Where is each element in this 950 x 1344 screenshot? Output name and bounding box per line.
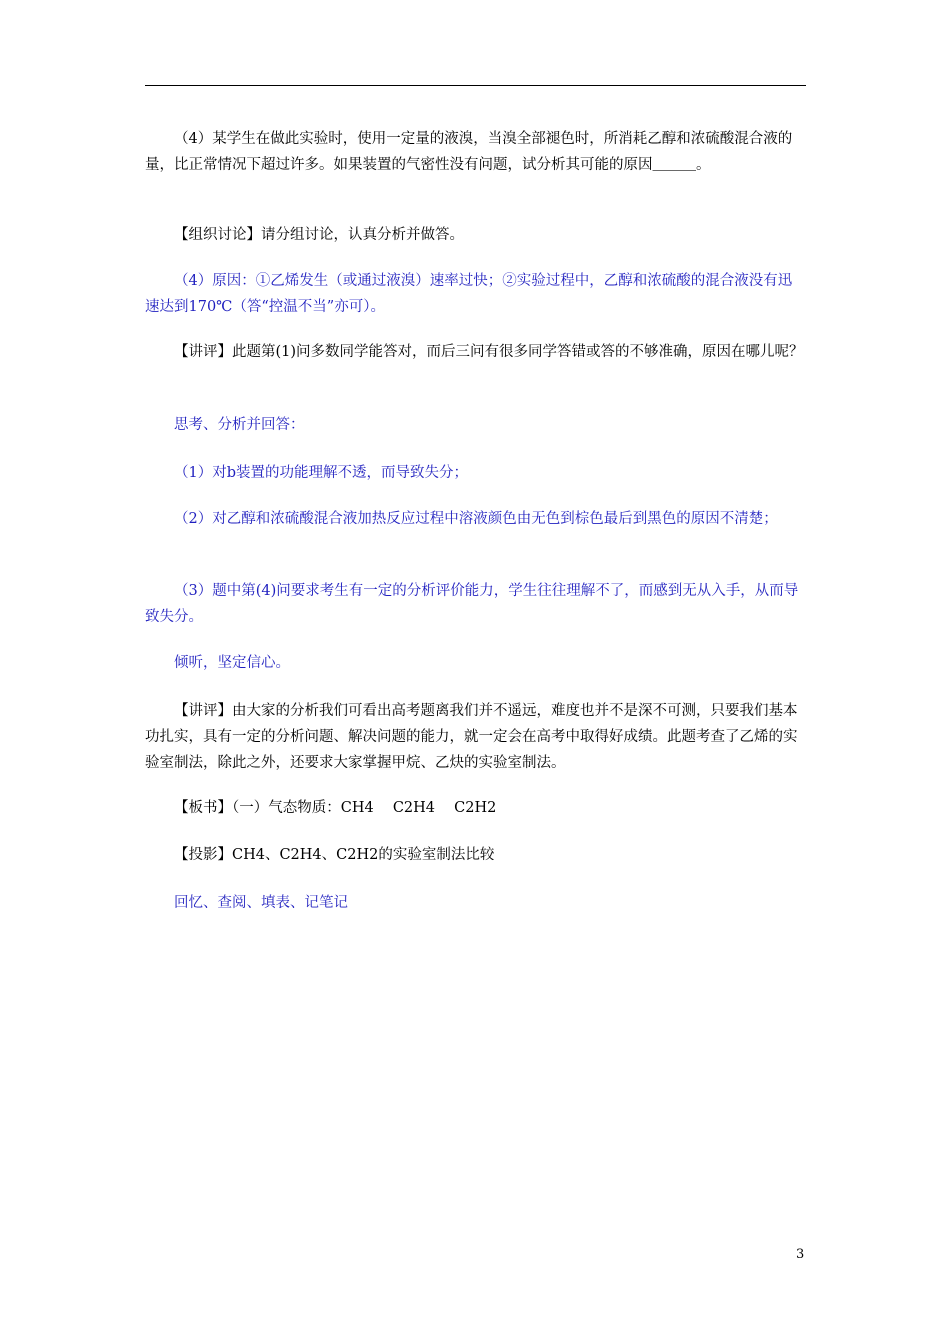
recall-paragraph: 回忆、查阅、填表、记笔记 [174, 895, 348, 911]
think-paragraph: 思考、分析并回答： [174, 417, 305, 433]
board-paragraph: 【板书】（一）气态物质：CH4 C2H4 C2H2 [174, 800, 497, 816]
reason-3-paragraph: （3）题中第(4)问要求考生有一定的分析评价能力，学生往往理解不了，而感到无从入手，从而导致失分。 [145, 583, 799, 625]
projection-paragraph: 【投影】CH4、C2H4、C2H2的实验室制法比较 [174, 847, 495, 863]
header-rule [145, 85, 806, 86]
page-number: 3 [796, 1247, 805, 1262]
answer-4-paragraph: （4）原因：①乙烯发生（或通过液溴）速率过快；②实验过程中，乙醇和浓硫酸的混合液没有迅速达到170℃（答“控温不当”亦可）。 [145, 273, 793, 315]
comment-1-paragraph: 【讲评】此题第(1)问多数同学能答对，而后三问有很多同学答错或答的不够准确，原因在哪儿呢？ [174, 344, 804, 360]
question-4-paragraph: （4）某学生在做此实验时，使用一定量的液溴，当溴全部褪色时，所消耗乙醇和浓硫酸混合液的量，比正常情况下超过许多。如果装置的气密性没有问题，试分析其可能的原因＿＿＿。 [145, 131, 793, 173]
discussion-paragraph: 【组织讨论】请分组讨论，认真分析并做答。 [174, 227, 464, 243]
comment-2-paragraph: 【讲评】由大家的分析我们可看出高考题离我们并不遥远，难度也并不是深不可测，只要我们基本功扎实，具有一定的分析问题、解决问题的能力，就一定会在高考中取得好成绩。此题考查了乙烯的实验室制法，除此之外，还要求大家掌握甲烷、乙炔的实验室制法。 [145, 703, 798, 771]
reason-1-paragraph: （1）对b装置的功能理解不透，而导致失分； [174, 465, 469, 481]
listen-paragraph: 倾听，坚定信心。 [174, 655, 290, 671]
reason-2-paragraph: （2）对乙醇和浓硫酸混合液加热反应过程中溶液颜色由无色到棕色最后到黑色的原因不清楚； [174, 511, 778, 527]
